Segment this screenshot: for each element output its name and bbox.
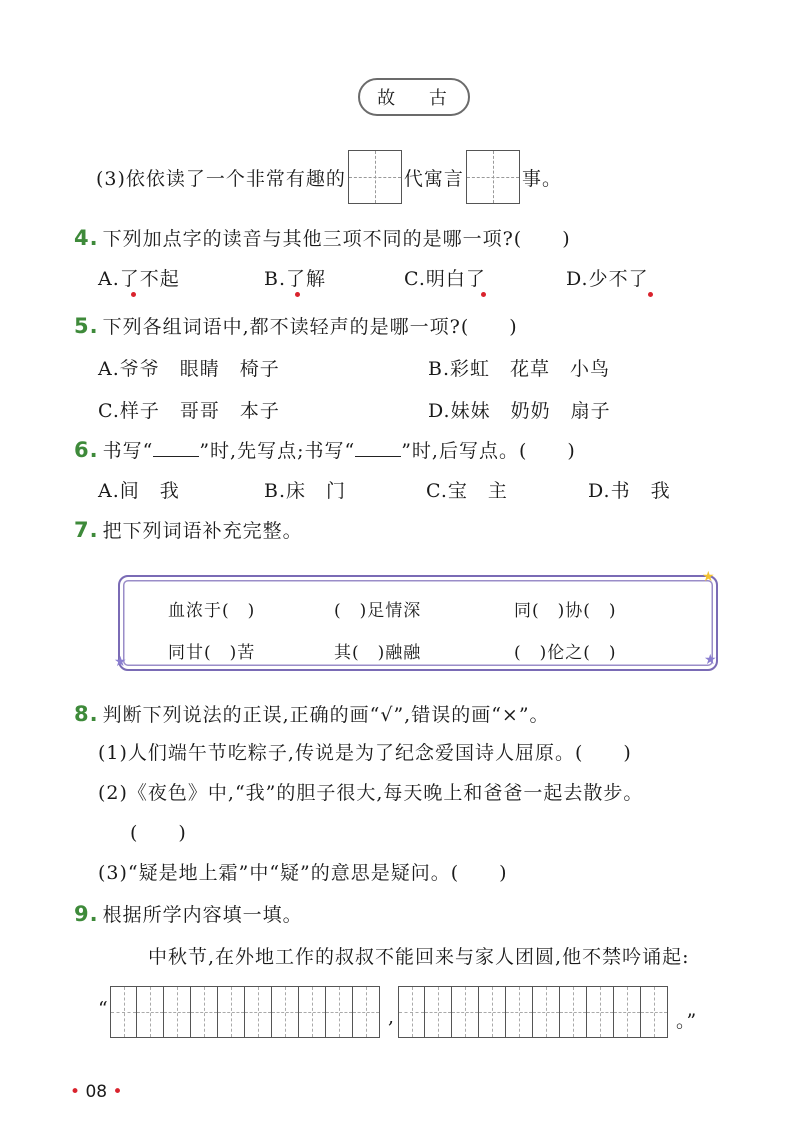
q6-blank-2[interactable] (355, 438, 401, 457)
q5-option-c[interactable]: C.样子 哥哥 本子 (98, 400, 280, 422)
q8-number: 8. (74, 702, 99, 726)
q7-word-1[interactable]: 血浓于( ) (168, 601, 256, 621)
q8-item-1[interactable]: (1)人们端午节吃粽子,传说是为了纪念爱国诗人屈原。( ) (98, 742, 632, 764)
q7-number: 7. (74, 518, 99, 542)
q6-number: 6. (74, 438, 99, 462)
q3-suffix: 事。 (521, 167, 562, 190)
q4-option-d[interactable]: D.少不了 (566, 268, 649, 290)
q6-text-a: 书写“ (102, 440, 154, 462)
q6-text-b: ”时,先写点;书写“ (199, 440, 356, 462)
page-number (70, 1082, 123, 1102)
open-quote: “ (98, 998, 109, 1020)
q7-word-6[interactable]: ( )伦之( ) (514, 643, 617, 663)
q5-number: 5. (74, 314, 99, 338)
bullet-icon: • (112, 1082, 123, 1102)
page-number-text: 08 (85, 1082, 108, 1102)
grid-close: 。” (676, 1010, 698, 1032)
q6-blank-1[interactable] (153, 438, 199, 457)
q7-stem (74, 516, 303, 543)
q5-text: 下列各组词语中,都不读轻声的是哪一项?( ) (102, 316, 518, 338)
answer-grid-1[interactable] (110, 986, 380, 1038)
q4-option-c[interactable]: C.明白了 (404, 268, 486, 290)
q6-option-a[interactable]: A.间 我 (98, 480, 180, 502)
q9-number: 9. (74, 902, 99, 926)
q5-stem (74, 312, 518, 339)
q6-option-b[interactable]: B.床 门 (264, 480, 347, 502)
star-icon: ★ (114, 654, 127, 670)
q6-option-c[interactable]: C.宝 主 (426, 480, 508, 502)
q3-mid: 代寓言 (403, 167, 464, 190)
q8-stem (74, 700, 550, 727)
star-icon: ★ (704, 652, 717, 668)
q9-passage: 中秋节,在外地工作的叔叔不能回来与家人团圆,他不禁吟诵起: (148, 946, 690, 968)
q5-option-a[interactable]: A.爷爷 眼睛 椅子 (98, 358, 280, 380)
answer-box-2[interactable] (466, 150, 520, 204)
q5-option-b[interactable]: B.彩虹 花草 小鸟 (428, 358, 611, 380)
q8-item-2-answer[interactable]: ( ) (130, 822, 187, 844)
star-icon: ★ (702, 569, 715, 585)
q7-word-5[interactable]: 其( )融融 (334, 643, 422, 663)
answer-box-1[interactable] (348, 150, 402, 204)
q5-option-d[interactable]: D.妹妹 奶奶 扇子 (428, 400, 611, 422)
bullet-icon: • (70, 1082, 81, 1102)
emphasis-dot (481, 292, 486, 297)
q6-text-c: ”时,后写点。( ) (401, 440, 576, 462)
q8-item-2[interactable]: (2)《夜色》中,“我”的胆子很大,每天晚上和爸爸一起去散步。 (98, 782, 644, 804)
emphasis-dot (131, 292, 136, 297)
q6-option-d[interactable]: D.书 我 (588, 480, 671, 502)
q7-word-3[interactable]: 同( )协( ) (514, 601, 617, 621)
q4-option-b[interactable]: B.了解 (264, 268, 327, 290)
q4-option-a[interactable]: A.了不起 (98, 268, 180, 290)
lesson-title: 故 古 (358, 78, 470, 116)
q3-item (96, 150, 562, 204)
q6-stem (74, 436, 576, 463)
q8-item-3[interactable]: (3)“疑是地上霜”中“疑”的意思是疑问。( ) (98, 862, 508, 884)
q7-text: 把下列词语补充完整。 (102, 520, 303, 542)
q9-text: 根据所学内容填一填。 (102, 904, 303, 926)
q3-prefix: (3)依依读了一个非常有趣的 (96, 167, 346, 190)
q4-number: 4. (74, 226, 99, 250)
emphasis-dot (295, 292, 300, 297)
grid-comma: , (388, 1006, 396, 1028)
q9-stem (74, 900, 303, 927)
q8-text: 判断下列说法的正误,正确的画“√”,错误的画“×”。 (102, 704, 550, 726)
q4-stem (74, 224, 571, 251)
q7-word-2[interactable]: ( )足情深 (334, 601, 422, 621)
q7-word-4[interactable]: 同甘( )苦 (168, 643, 256, 663)
answer-grid-2[interactable] (398, 986, 668, 1038)
emphasis-dot (648, 292, 653, 297)
q4-text: 下列加点字的读音与其他三项不同的是哪一项?( ) (102, 228, 571, 250)
